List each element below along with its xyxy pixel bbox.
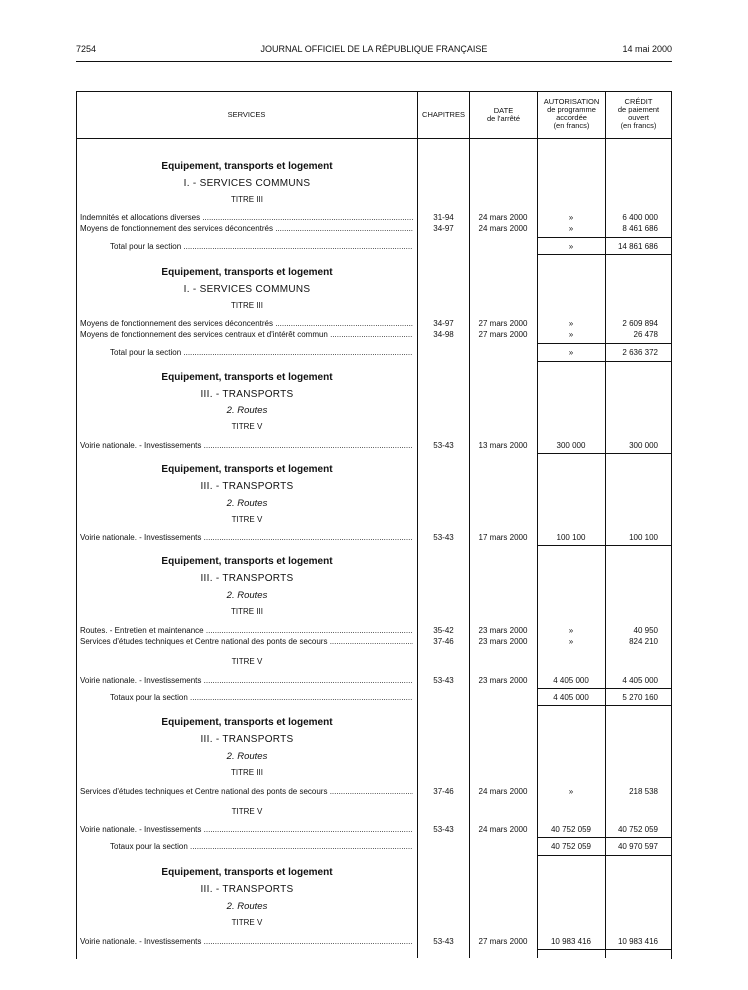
total-autorisation: » [568, 348, 574, 357]
row-date: 27 mars 2000 [478, 319, 528, 328]
section-rule [538, 545, 671, 546]
row-credit: 2 609 894 [622, 319, 658, 328]
section-ministry: Equipement, transports et logement [161, 717, 333, 728]
row-autorisation: 100 100 [556, 533, 586, 542]
row-autorisation: » [568, 626, 574, 635]
row-credit: 4 405 000 [622, 676, 658, 685]
row-date: 27 mars 2000 [478, 330, 528, 339]
row-date: 23 mars 2000 [478, 626, 528, 635]
section-titre: TITRE III [231, 768, 263, 777]
row-autorisation: » [568, 787, 574, 796]
total-autorisation: » [568, 242, 574, 251]
row-chapitre: 35-42 [433, 626, 454, 635]
row-chapitre: 31-94 [433, 213, 454, 222]
row-autorisation: » [568, 637, 574, 646]
row-date: 24 mars 2000 [478, 224, 528, 233]
section-rule [538, 254, 671, 255]
subtotal-rule [538, 688, 671, 689]
total-label: Totaux pour la section ..... [110, 842, 413, 852]
section-ministry: Equipement, transports et logement [161, 161, 333, 172]
section-subdivision: 2. Routes [226, 751, 268, 762]
row-autorisation: 4 405 000 [553, 676, 589, 685]
row-chapitre: 53-43 [433, 937, 454, 946]
section-subdivision: 2. Routes [226, 901, 268, 912]
row-label: Services d'études techniques et Centre national des ponts de secours ..... [80, 637, 413, 647]
total-label: Total pour la section ..... [110, 348, 413, 358]
section-rule [538, 361, 671, 362]
row-date: 23 mars 2000 [478, 676, 528, 685]
row-label: Moyens de fonctionnement des services déconcentrés ..... [80, 224, 413, 234]
row-chapitre: 53-43 [433, 825, 454, 834]
row-credit: 10 983 416 [617, 937, 658, 946]
section-division: III. - TRANSPORTS [200, 389, 294, 400]
row-autorisation: 40 752 059 [550, 825, 592, 834]
section-titre: TITRE III [231, 195, 263, 204]
page-header [0, 44, 748, 60]
row-date: 27 mars 2000 [478, 937, 528, 946]
section-division: III. - TRANSPORTS [200, 884, 294, 895]
issue-date: 14 mai 2000 [622, 44, 672, 54]
subtotal-rule [538, 837, 671, 838]
row-credit: 300 000 [629, 441, 658, 450]
journal-title: JOURNAL OFFICIEL DE LA RÉPUBLIQUE FRANÇAISE [260, 44, 488, 54]
row-chapitre: 34-97 [433, 319, 454, 328]
section-subdivision: 2. Routes [226, 405, 268, 416]
row-chapitre: 34-98 [433, 330, 454, 339]
total-credit: 14 861 686 [617, 242, 658, 251]
col-header-autorisation: AUTORISATION de programme accordée (en francs) [543, 97, 600, 130]
row-credit: 8 461 686 [622, 224, 658, 233]
row-autorisation: » [568, 213, 574, 222]
row-credit: 40 950 [633, 626, 658, 635]
row-date: 17 mars 2000 [478, 533, 528, 542]
row-date: 23 mars 2000 [478, 637, 528, 646]
section-titre: TITRE V [231, 807, 263, 816]
row-label: Voirie nationale. - Investissements ..... [80, 676, 413, 686]
row-autorisation: » [568, 224, 574, 233]
col-header-chapitres: CHAPITRES [422, 110, 465, 119]
total-credit: 5 270 160 [622, 693, 658, 702]
row-chapitre: 53-43 [433, 676, 454, 685]
total-credit: 40 970 597 [617, 842, 658, 851]
column-divider [417, 91, 418, 958]
row-date: 24 mars 2000 [478, 787, 528, 796]
row-label: Services d'études techniques et Centre national des ponts de secours ..... [80, 787, 413, 797]
row-label: Voirie nationale. - Investissements ..... [80, 533, 413, 543]
subtotal-rule [538, 237, 671, 238]
row-label: Moyens de fonctionnement des services centraux et d'intérêt commun ..... [80, 330, 413, 340]
section-division: III. - TRANSPORTS [200, 573, 294, 584]
section-titre: TITRE V [231, 515, 263, 524]
subtotal-rule [538, 343, 671, 344]
row-autorisation: » [568, 330, 574, 339]
row-credit: 26 478 [633, 330, 658, 339]
row-credit: 824 210 [629, 637, 658, 646]
row-date: 24 mars 2000 [478, 825, 528, 834]
row-autorisation: 300 000 [556, 441, 586, 450]
total-label: Totaux pour la section ..... [110, 693, 413, 703]
col-header-date: DATE de l'arrêté [486, 106, 521, 123]
col-header-credit: CRÉDIT de paiement ouvert (en francs) [617, 97, 660, 130]
row-date: 13 mars 2000 [478, 441, 528, 450]
section-subdivision: 2. Routes [226, 498, 268, 509]
row-credit: 6 400 000 [622, 213, 658, 222]
row-autorisation: 10 983 416 [550, 937, 592, 946]
row-label: Voirie nationale. - Investissements ..... [80, 825, 413, 835]
section-ministry: Equipement, transports et logement [161, 464, 333, 475]
section-rule [538, 453, 671, 454]
section-titre: TITRE V [231, 918, 263, 927]
row-credit: 40 752 059 [617, 825, 658, 834]
section-rule [538, 949, 671, 950]
section-titre: TITRE III [231, 301, 263, 310]
section-titre: TITRE V [231, 657, 263, 666]
section-titre: TITRE V [231, 422, 263, 431]
col-header-services: SERVICES [227, 110, 266, 119]
row-chapitre: 53-43 [433, 533, 454, 542]
section-ministry: Equipement, transports et logement [161, 267, 333, 278]
row-label: Indemnités et allocations diverses ..... [80, 213, 413, 223]
section-division: III. - TRANSPORTS [200, 734, 294, 745]
row-chapitre: 34-97 [433, 224, 454, 233]
section-ministry: Equipement, transports et logement [161, 867, 333, 878]
section-division: III. - TRANSPORTS [200, 481, 294, 492]
section-ministry: Equipement, transports et logement [161, 556, 333, 567]
row-label: Routes. - Entretien et maintenance ..... [80, 626, 413, 636]
row-chapitre: 37-46 [433, 787, 454, 796]
row-label: Voirie nationale. - Investissements ..... [80, 937, 413, 947]
total-autorisation: 4 405 000 [553, 693, 589, 702]
row-autorisation: » [568, 319, 574, 328]
row-credit: 100 100 [629, 533, 658, 542]
section-ministry: Equipement, transports et logement [161, 372, 333, 383]
section-rule [538, 855, 671, 856]
section-division: I. - SERVICES COMMUNS [183, 284, 311, 295]
total-autorisation: 40 752 059 [550, 842, 592, 851]
row-label: Voirie nationale. - Investissements ..... [80, 441, 413, 451]
page-number: 7254 [76, 44, 97, 54]
row-chapitre: 37-46 [433, 637, 454, 646]
row-chapitre: 53-43 [433, 441, 454, 450]
row-date: 24 mars 2000 [478, 213, 528, 222]
section-rule [538, 705, 671, 706]
section-titre: TITRE III [231, 607, 263, 616]
row-label: Moyens de fonctionnement des services déconcentrés ..... [80, 319, 413, 329]
header-rule [76, 61, 672, 62]
section-division: I. - SERVICES COMMUNS [183, 178, 311, 189]
section-subdivision: 2. Routes [226, 590, 268, 601]
total-label: Total pour la section ..... [110, 242, 413, 252]
total-credit: 2 636 372 [622, 348, 658, 357]
header-bottom-rule [76, 138, 672, 139]
row-credit: 218 538 [629, 787, 658, 796]
